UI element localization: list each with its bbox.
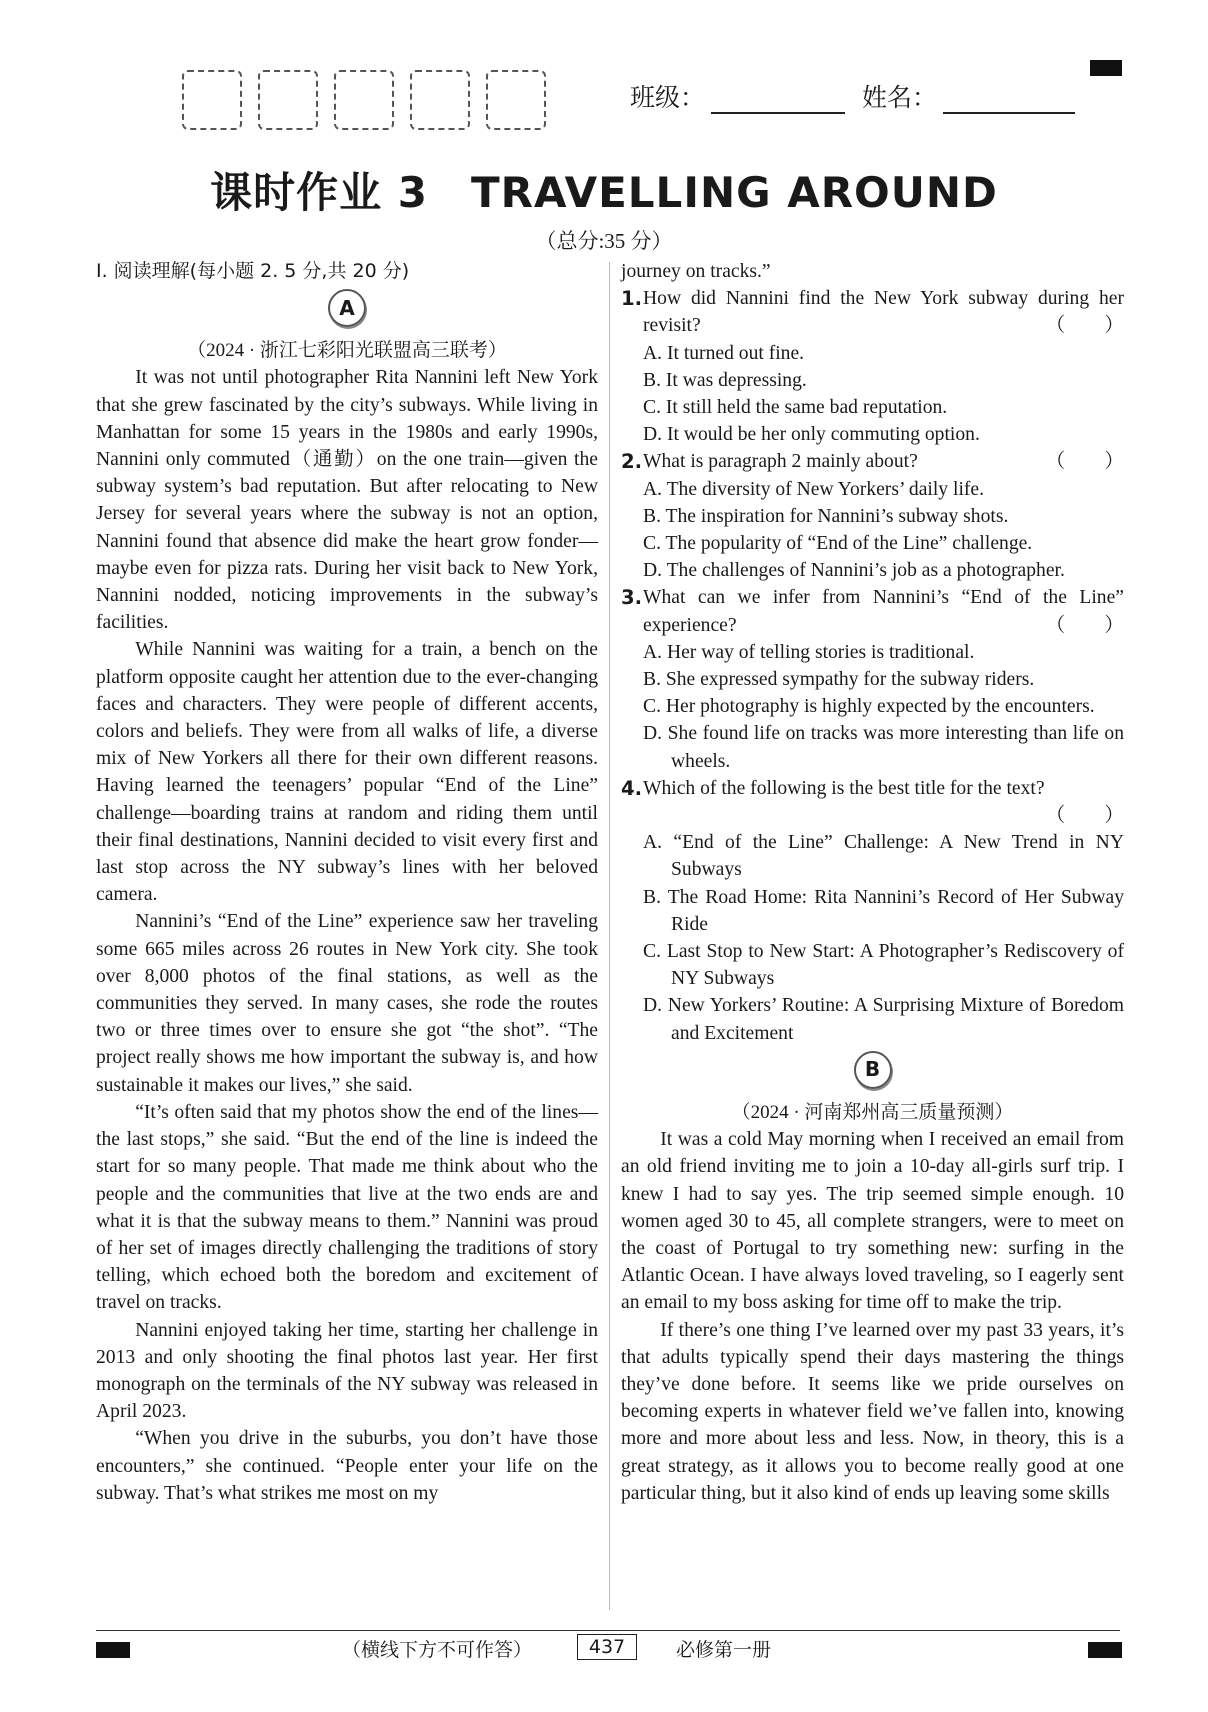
option: A. Her way of telling stories is traditional. — [643, 641, 975, 663]
name-label: 姓名： — [862, 83, 938, 112]
left-column — [96, 258, 598, 1507]
option: C. It still held the same bad reputation. — [643, 397, 948, 419]
corner-mark-bottom-left — [96, 1642, 130, 1658]
right-column — [621, 258, 1124, 1507]
question-number: 1. — [621, 287, 643, 311]
question-2 — [621, 448, 1124, 584]
name-field[interactable] — [862, 78, 1075, 114]
passage-b-paragraph: It was a cold May morning when I received an email from an old friend inviting me to join a 10-day all-girls surf trip. I knew I had to say yes. The trip seemed simple enough. 10 women aged 30 to 45, all complete strangers, were to meet on the coast of Portugal to try something new: surfing in the Atlantic Ocean. I have always loved traveling, so I eagerly sent an email to my boss asking for time off to make the trip. — [621, 1129, 1124, 1314]
question-4 — [621, 775, 1124, 1047]
class-blank[interactable] — [711, 86, 845, 114]
passage-a-paragraph: While Nannini was waiting for a train, a bench on the platform opposite caught her attention due to the ever-changing faces and characters. They were people of different accents, colors and beliefs. They were from all walks of life, a diverse mix of New Yorkers all there for their own different reasons. Having learned the teenagers’ popular “End of the Line” challenge—boarding trains at random and riding them until their final destinations, Nannini decided to visit every first and last stop across the NY subway’s lines with her beloved camera. — [96, 639, 598, 906]
option: A. It turned out fine. — [643, 342, 805, 364]
name-blank[interactable] — [943, 86, 1075, 114]
option: B. The Road Home: Rita Nannini’s Record of Her Subway Ride — [643, 886, 1124, 935]
score-box-2 — [258, 70, 318, 130]
option: B. She expressed sympathy for the subway riders. — [643, 669, 1035, 691]
option: C. The popularity of “End of the Line” challenge. — [643, 533, 1033, 555]
answer-blank[interactable]: （ ） — [1045, 805, 1124, 827]
passage-a-paragraph: “It’s often said that my photos show the end of the lines—the last stops,” she said. “But the end of the line is indeed the start for so many people. That made me think about who the people and the communities that live at the two ends are and what it is that the subway means to them.” Nannini was proud of her set of images directly challenging the traditions of story telling, which echoed both the boredom and excitement of travel on tracks. — [96, 1101, 598, 1314]
question-3 — [621, 584, 1124, 774]
option: C. Last Stop to New Start: A Photographer’s Rediscovery of NY Subways — [643, 941, 1124, 990]
score-box-4 — [410, 70, 470, 130]
class-field[interactable] — [630, 78, 845, 114]
passage-b-source: （2024 · 河南郑州高三质量预测） — [731, 1101, 1014, 1123]
book-name: 必修第一册 — [676, 1640, 772, 1661]
passage-a-paragraph: “When you drive in the suburbs, you don’t have those encounters,” she continued. “People enter your life on the subway. That’s what strikes me most on my — [96, 1428, 598, 1504]
score-box-5 — [486, 70, 546, 130]
passage-a-continuation: journey on tracks.” — [621, 261, 771, 282]
corner-mark-top-right — [1090, 60, 1122, 76]
question-stem: What is paragraph 2 mainly about? — [643, 451, 918, 473]
option: B. The inspiration for Nannini’s subway shots. — [643, 505, 1009, 527]
passage-a-badge: A — [328, 289, 366, 327]
answer-blank[interactable]: （ ） — [1045, 614, 1124, 636]
corner-mark-bottom-right — [1088, 1642, 1122, 1658]
total-score: （总分:35 分） — [535, 229, 673, 253]
passage-a-source: （2024 · 浙江七彩阳光联盟高三联考） — [187, 340, 507, 362]
question-stem: What can we infer from Nannini’s “End of the Line” experience? — [643, 587, 1124, 636]
passage-a-paragraph: Nannini enjoyed taking her time, starting her challenge in 2013 and only shooting the final photos last year. Her first monograph on the terminals of the NY subway was released in April 2023. — [96, 1319, 598, 1423]
option: D. The challenges of Nannini’s job as a photographer. — [643, 560, 1065, 582]
option: D. She found life on tracks was more interesting than life on wheels. — [643, 723, 1124, 772]
page-number: 437 — [577, 1634, 637, 1660]
score-box-3 — [334, 70, 394, 130]
score-box-1 — [182, 70, 242, 130]
option: A. The diversity of New Yorkers’ daily life. — [643, 478, 985, 500]
question-stem: Which of the following is the best title for the text? — [643, 777, 1045, 799]
passage-b-badge: B — [854, 1051, 892, 1089]
question-number: 2. — [621, 450, 643, 474]
class-label: 班级： — [630, 83, 706, 112]
option: D. New Yorkers’ Routine: A Surprising Mixture of Boredom and Excitement — [643, 995, 1124, 1044]
footer-rule — [96, 1630, 1120, 1631]
answer-blank[interactable]: （ ） — [1045, 315, 1124, 337]
passage-b-paragraph: If there’s one thing I’ve learned over my past 33 years, it’s that adults typically spend their days mastering the things they’ve done before. It seems like we pride ourselves on becoming experts in whatever field we’ve fallen into, knowing more and more about less and less. Now, in theory, this is a great strategy, as it allows you to become really good at one particular thing, but it also kind of ends up leaving some skills — [621, 1319, 1124, 1504]
section-heading: Ⅰ. 阅读理解(每小题 2. 5 分,共 20 分) — [96, 260, 410, 282]
option: B. It was depressing. — [643, 369, 807, 391]
question-1 — [621, 285, 1124, 448]
answer-blank[interactable]: （ ） — [1045, 451, 1124, 473]
option: A. “End of the Line” Challenge: A New Trend in NY Subways — [643, 832, 1124, 881]
passage-a-paragraph: It was not until photographer Rita Nannini left New York that she grew fascinated by the city’s subways. While living in Manhattan for some 15 years in the 1980s and early 1990s, Nannini only commuted（通勤）on the one train—given the subway system’s bad reputation. But after relocating to New Jersey for several years where the subway is not an option, Nannini found that absence did make the heart grow fonder—maybe even for pizza rats. During her visit back to New York, Nannini nodded, noticing improvements in the subway’s facilities. — [96, 367, 598, 634]
question-number: 3. — [621, 586, 643, 610]
option: D. It would be her only commuting option. — [643, 424, 980, 446]
page-title: 课时作业 3 TRAVELLING AROUND — [210, 168, 998, 217]
question-number: 4. — [621, 776, 643, 800]
question-stem: How did Nannini find the New York subway during her revisit? — [643, 288, 1124, 337]
column-divider — [609, 262, 610, 1610]
option: C. Her photography is highly expected by the encounters. — [643, 696, 1095, 718]
passage-a-paragraph: Nannini’s “End of the Line” experience saw her traveling some 665 miles across 26 routes in New York city. She took over 8,000 photos of the final stations, as well as the communities they served. In many cases, she rode the routes two or three times over to ensure she got “the shot”. “The project really shows me how important the subway is, and how sustainable it makes our lives,” she said. — [96, 911, 598, 1096]
footer-note: （横线下方不可作答） — [342, 1640, 533, 1661]
